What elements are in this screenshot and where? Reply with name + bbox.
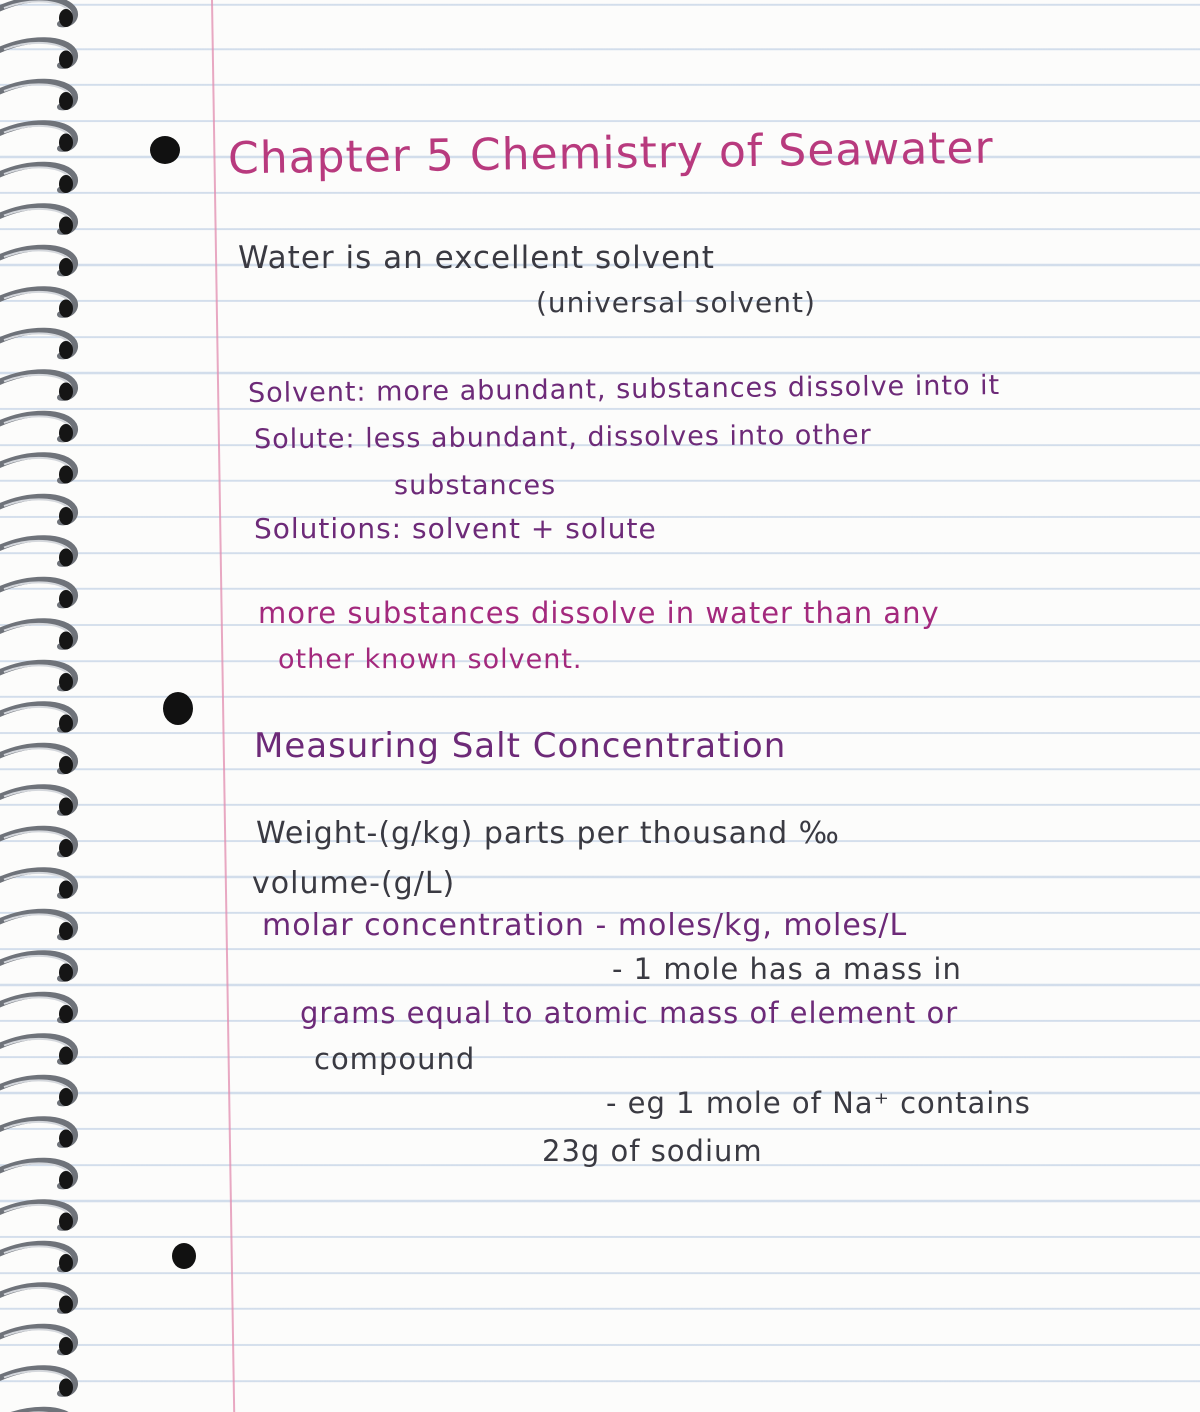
spiral-hole bbox=[59, 9, 73, 27]
spiral-hole bbox=[59, 590, 73, 608]
spiral-hole bbox=[59, 673, 73, 691]
note-line-more-substances: more substances dissolve in water than any bbox=[258, 596, 940, 630]
spiral-hole bbox=[59, 1296, 73, 1314]
spiral-hole bbox=[59, 1337, 73, 1355]
page-title: Chapter 5 Chemistry of Seawater bbox=[227, 122, 994, 185]
spiral-hole bbox=[59, 1088, 73, 1106]
spiral-hole bbox=[59, 1213, 73, 1231]
spiral-hole bbox=[59, 798, 73, 816]
spiral-hole bbox=[59, 632, 73, 650]
spiral-hole bbox=[59, 756, 73, 774]
note-line-grams: grams equal to atomic mass of element or bbox=[300, 996, 959, 1030]
spiral-hole bbox=[59, 549, 73, 567]
note-line-solutions: Solutions: solvent + solute bbox=[254, 512, 657, 545]
spiral-hole bbox=[59, 134, 73, 152]
spiral-hole bbox=[59, 1171, 73, 1189]
spiral-hole bbox=[59, 881, 73, 899]
spiral-hole bbox=[59, 466, 73, 484]
note-line-compound: compound bbox=[314, 1042, 476, 1076]
note-line-2: (universal solvent) bbox=[536, 286, 816, 319]
note-line-solute: Solute: less abundant, dissolves into other bbox=[253, 419, 872, 456]
spiral-hole bbox=[59, 1254, 73, 1272]
punch-hole-top bbox=[150, 136, 180, 164]
spiral-hole bbox=[59, 300, 73, 318]
note-line-volume: volume-(g/L) bbox=[252, 866, 456, 901]
note-line-substances: substances bbox=[394, 470, 557, 501]
spiral-hole bbox=[59, 1130, 73, 1148]
spiral-hole bbox=[59, 424, 73, 442]
spiral-hole bbox=[59, 383, 73, 401]
note-line-molar: molar concentration - moles/kg, moles/L bbox=[262, 908, 908, 943]
spiral-hole bbox=[59, 1005, 73, 1023]
note-line-other-known: other known solvent. bbox=[278, 644, 583, 675]
note-line-one-mole: - 1 mole has a mass in bbox=[612, 952, 962, 986]
note-line-weight: Weight-(g/kg) parts per thousand ‰ bbox=[256, 816, 840, 851]
spiral-hole bbox=[59, 258, 73, 276]
spiral-hole bbox=[59, 217, 73, 235]
spiral-hole bbox=[59, 1379, 73, 1397]
spiral-hole bbox=[59, 964, 73, 982]
spiral-hole bbox=[59, 175, 73, 193]
spiral-binding bbox=[0, 0, 110, 1412]
spiral-hole bbox=[59, 715, 73, 733]
punch-hole-middle bbox=[163, 692, 193, 725]
spiral-hole bbox=[59, 1047, 73, 1065]
punch-hole-bottom bbox=[172, 1243, 196, 1269]
spiral-hole bbox=[59, 922, 73, 940]
spiral-hole bbox=[59, 341, 73, 359]
note-line-1: Water is an excellent solvent bbox=[238, 240, 715, 276]
spiral-hole bbox=[59, 51, 73, 69]
note-line-solvent: Solvent: more abundant, substances dissolve into it bbox=[247, 370, 1001, 409]
spiral-hole bbox=[59, 507, 73, 525]
note-line-example: - eg 1 mole of Na⁺ contains bbox=[606, 1086, 1031, 1120]
spiral-hole bbox=[59, 92, 73, 110]
margin-line bbox=[211, 0, 235, 1412]
note-line-sodium: 23g of sodium bbox=[542, 1134, 763, 1168]
spiral-hole bbox=[59, 839, 73, 857]
section-heading: Measuring Salt Concentration bbox=[254, 726, 787, 766]
